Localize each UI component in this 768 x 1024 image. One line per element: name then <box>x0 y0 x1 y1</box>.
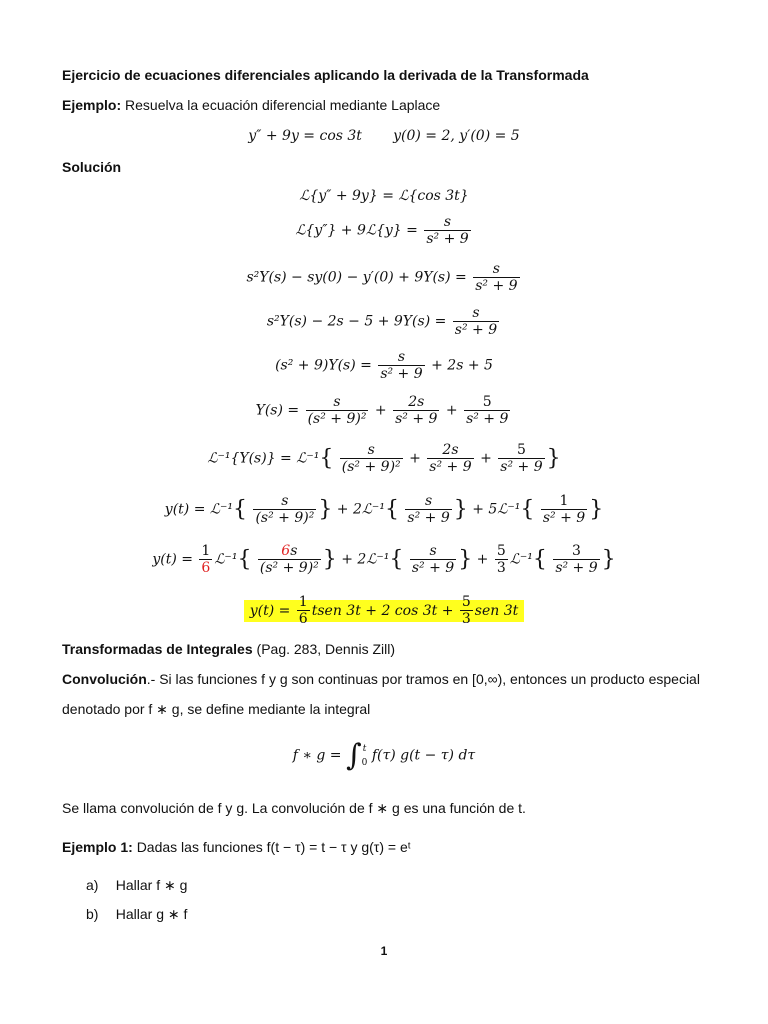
step-5-rhs: + 2s + 5 <box>431 357 493 374</box>
example-1 <box>62 839 411 855</box>
integrals-heading-ref: (Pag. 283, Dennis Zill) <box>256 641 396 657</box>
ode-equation <box>0 128 768 144</box>
convolution-definition <box>62 671 700 687</box>
integrals-heading <box>62 641 395 657</box>
fraction-num: s <box>424 214 470 231</box>
integrand: f(τ) g(t − τ) dτ <box>371 747 476 764</box>
step-9: y(t) = $\frac{1}{6}$ ℒ⁻¹{ $\frac{6s}{\text{(s² + 9)²}}$ } + 2ℒ⁻¹{ $\frac{s}{\text{s² + 9}}$ } + $\frac{5}{3}$ ℒ⁻¹{ $\frac{3}{\text{s² + 9}}$ } <box>152 543 616 576</box>
plus-sign: + <box>409 450 421 467</box>
fraction <box>553 543 599 576</box>
red-coefficient: 6 <box>281 543 291 559</box>
ode-text: y″ + 9y = cos 3t <box>248 128 362 144</box>
fraction <box>199 543 212 576</box>
fraction-den: s² + 9 <box>500 459 543 475</box>
step-8-lhs: y(t) = ℒ⁻¹ <box>164 501 233 518</box>
result-highlight <box>244 594 525 627</box>
fraction-num: 2s <box>393 394 439 411</box>
result-term-2: sen 3t <box>474 602 519 619</box>
fraction <box>340 442 403 475</box>
step-3-lhs: s²Y(s) − sy(0) − y′(0) + 9Y(s) = <box>246 269 467 286</box>
fraction <box>460 594 473 627</box>
fraction <box>453 305 499 338</box>
fraction <box>541 493 587 526</box>
example-text: Resuelva la ecuación diferencial mediante Laplace <box>125 97 441 113</box>
fraction-num: s <box>378 349 424 366</box>
step-5-lhs: (s² + 9)Y(s) = <box>275 357 372 374</box>
fraction-num: 5 <box>498 442 544 459</box>
plus-sign: + <box>445 402 458 419</box>
fraction-den: s² + 9 <box>411 560 455 576</box>
example-label: Ejemplo: <box>62 97 122 113</box>
fraction-num: s <box>340 442 403 459</box>
step-4 <box>0 305 768 338</box>
convolution-text-1: .- Si las funciones f y g son continuas por tramos en [0,∞), entonces un producto especial <box>146 671 700 687</box>
example-1-text: Dadas las funciones f(t − τ) = t − τ y g(τ) = eᵗ <box>136 839 411 855</box>
fraction-num: s <box>410 543 456 560</box>
fraction <box>258 543 321 576</box>
fraction-num: 1 <box>541 493 587 510</box>
convolution-label: Convolución <box>62 671 147 687</box>
fraction-den: s² + 9 <box>429 459 472 475</box>
plus-sign: + <box>374 402 387 419</box>
fraction <box>297 594 310 627</box>
fraction <box>410 543 456 576</box>
fraction <box>464 394 510 427</box>
fraction <box>378 349 424 382</box>
result-lhs: y(t) = <box>249 602 291 619</box>
example-statement <box>62 97 440 113</box>
fraction-den: s² + 9 <box>555 560 598 576</box>
step-1-text: ℒ{y″ + 9y} = ℒ{cos 3t} <box>299 188 469 204</box>
formula-lhs: f ∗ g = <box>292 747 342 764</box>
fraction <box>306 394 369 427</box>
linv-symbol: ℒ⁻¹ <box>214 551 238 568</box>
fraction-num: 5 <box>464 394 510 411</box>
fraction-den: (s² + 9)² <box>255 510 315 526</box>
fraction-den: s² + 9 <box>407 510 450 526</box>
fraction <box>498 442 544 475</box>
ode-conditions: y(0) = 2, y′(0) = 5 <box>393 128 520 144</box>
linv-symbol: ℒ⁻¹ <box>509 551 533 568</box>
step-7-lhs: ℒ⁻¹{Y(s)} = ℒ⁻¹ <box>207 450 320 467</box>
list-item <box>86 906 187 923</box>
fraction-num: s <box>253 493 316 510</box>
fraction-den: s² + 9 <box>426 231 469 247</box>
step-6-lhs: Y(s) = <box>255 402 300 419</box>
fraction-den: s² + 9 <box>454 322 498 338</box>
fraction-num: s <box>405 493 451 510</box>
upper-limit: t <box>362 743 367 754</box>
fraction-num: s <box>306 394 369 411</box>
fraction-den: s² + 9 <box>542 510 586 526</box>
fraction <box>393 394 439 427</box>
plus-2-linv: + 2ℒ⁻¹ <box>336 501 385 518</box>
fraction-num: s <box>290 543 298 559</box>
document-title: Ejercicio de ecuaciones diferenciales aplicando la derivada de la Transformada <box>62 67 589 83</box>
convolution-formula: f ∗ g = ∫ t 0 f(τ) g(t − τ) dτ <box>292 738 476 773</box>
step-3 <box>0 261 768 294</box>
fraction <box>427 442 473 475</box>
fraction <box>424 214 470 247</box>
fraction-den: s² + 9 <box>466 411 509 427</box>
lower-limit: 0 <box>361 757 368 768</box>
fraction-den: 3 <box>496 560 506 576</box>
example-1-label: Ejemplo 1: <box>62 839 133 855</box>
step-8: y(t) = ℒ⁻¹{ $\frac{s}{\text{(s² + 9)²}}$ } + 2ℒ⁻¹{ $\frac{s}{\text{s² + 9}}$ } + 5ℒ⁻¹{ $\frac{1}{\text{s² + 9}}$ } <box>164 493 604 526</box>
plus-2-linv: + 2ℒ⁻¹ <box>341 551 390 568</box>
fraction <box>405 493 451 526</box>
fraction-den: (s² + 9)² <box>259 560 319 576</box>
fraction-num: 5 <box>496 543 506 559</box>
step-9-lhs: y(t) = <box>152 551 193 568</box>
fraction-den: 3 <box>461 611 471 627</box>
plus-5-linv: + 5ℒ⁻¹ <box>472 501 521 518</box>
step-1 <box>0 188 768 204</box>
fraction-den: 6 <box>298 611 308 627</box>
step-6 <box>0 394 768 427</box>
fraction-den: (s² + 9)² <box>307 411 367 427</box>
fraction <box>495 543 508 576</box>
final-result <box>0 594 768 627</box>
fraction-num: 1 <box>298 594 308 610</box>
step-5 <box>0 349 768 382</box>
result-term-1: tsen 3t + 2 cos 3t + <box>311 602 454 619</box>
fraction-den: s² + 9 <box>380 366 423 382</box>
fraction-num: 2s <box>427 442 473 459</box>
fraction-num: 1 <box>201 543 211 559</box>
list-item <box>86 877 187 894</box>
fraction-den: (s² + 9)² <box>341 459 401 475</box>
fraction-den: s² + 9 <box>395 411 438 427</box>
plus-sign: + <box>480 450 492 467</box>
fraction-den: s² + 9 <box>475 278 518 294</box>
integrals-heading-bold: Transformadas de Integrales <box>62 641 253 657</box>
page-number: 1 <box>380 944 388 958</box>
fraction-num: s <box>473 261 519 278</box>
fraction-num: 5 <box>461 594 471 610</box>
item-text: Hallar f ∗ g <box>115 877 188 893</box>
fraction <box>253 493 316 526</box>
fraction-num: s <box>453 305 499 322</box>
fraction-den: 6 <box>201 560 211 576</box>
item-label: b) <box>86 906 99 922</box>
item-text: Hallar g ∗ f <box>115 906 188 922</box>
step-2 <box>0 214 768 247</box>
step-2-lhs: ℒ{y″} + 9ℒ{y} = <box>295 222 418 239</box>
plus-sign: + <box>476 551 489 568</box>
step-4-lhs: s²Y(s) − 2s − 5 + 9Y(s) = <box>266 313 447 330</box>
fraction-num: 3 <box>553 543 599 560</box>
step-7: ℒ⁻¹{Y(s)} = ℒ⁻¹{ $\frac{s}{\text{(s² + 9)²}}$ + $\frac{2s}{\text{s² + 9}}$ + $\frac{5}{\text{s² + 9}}$ } <box>207 442 561 475</box>
fraction <box>473 261 519 294</box>
convolution-note: Se llama convolución de f y g. La convolución de f ∗ g es una función de t. <box>62 800 526 816</box>
convolution-text-2: denotado por f ∗ g, se define mediante la integral <box>62 701 371 717</box>
item-label: a) <box>86 877 99 893</box>
solution-label: Solución <box>62 159 122 175</box>
